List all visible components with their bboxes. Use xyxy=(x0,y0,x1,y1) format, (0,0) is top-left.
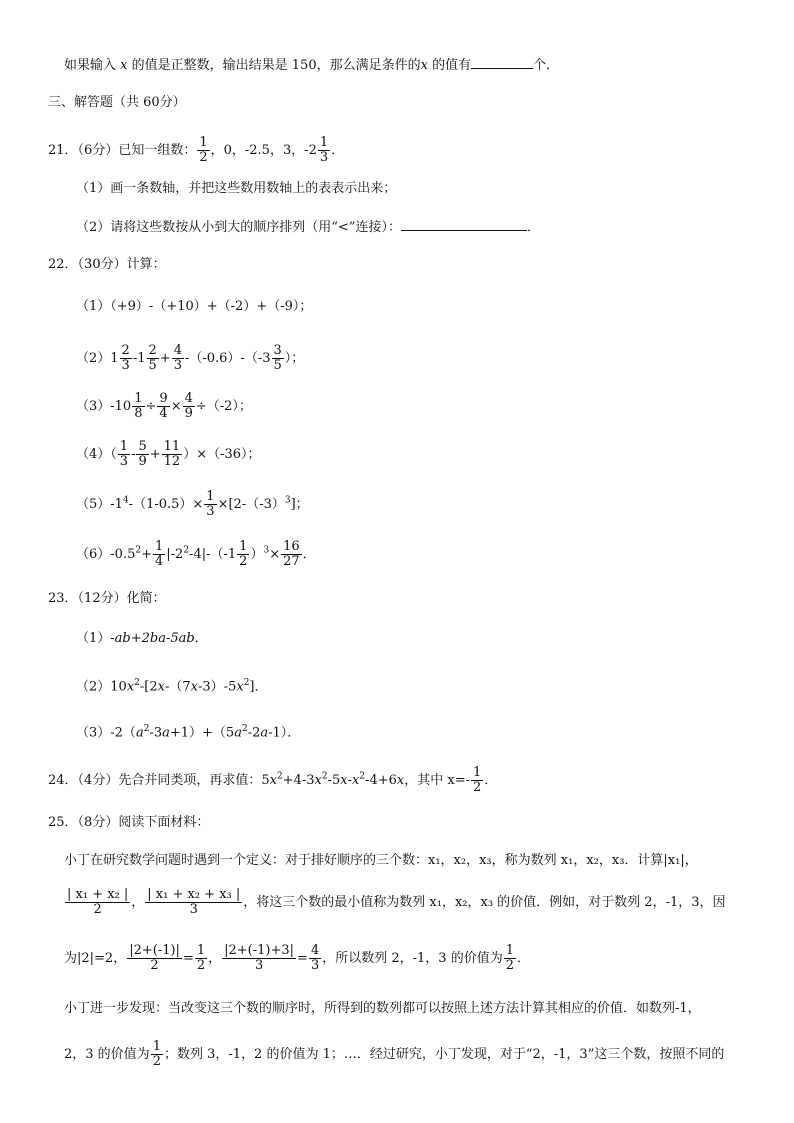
q22-part6: $(6)-0.5^2+$ $\frac{1}{4}$ $|-2^2-4|-(-1$ $\frac{1}{2}$ ）$^3$× $\frac{16}{27}$ ． xyxy=(76,539,316,569)
q21-part1: （1）画一条数轴，并把这些数用数轴上的表表示出来； xyxy=(76,181,397,196)
q22-part2: （2）1 $\frac{2}{3}$ -1 $\frac{2}{5}$ + $\frac{4}{3}$ -（-0.6）-（-3 $\frac{3}{5}$ ）； xyxy=(76,343,305,373)
q25-line1: 小丁在研究数学问题时遇到一个定义：对于排好顺序的三个数：x₁，x₂，x₃，称为数列 x₁，x₂，x₃．计算|x₁|， xyxy=(64,853,698,868)
answer-blank[interactable] xyxy=(471,56,533,69)
question-25: 25．（8分）阅读下面材料： xyxy=(48,815,210,830)
question-24: 24．（4分）先合并同类项，再求值：$5x^2+4-3x^2-5x-x^2-4+6x$，其中 x=- $\frac{1}{2}$ ． xyxy=(48,765,498,795)
answer-blank[interactable] xyxy=(401,218,527,231)
q25-line4: 小丁进一步发现：当改变这三个数的顺序时，所得到的数列都可以按照上述方法计算其相应的价值．如数列-1， xyxy=(64,1001,701,1016)
q23-part1: （1）-ab+2ba-5ab． xyxy=(76,631,208,646)
q21-part2: （2）请将这些数按从小到大的顺序排列（用“<”连接）： ． xyxy=(76,220,540,235)
q22-part1: （1）（+9）-（+10）+（-2）+（-9）； xyxy=(76,299,313,314)
q22-part5: $(5)-1^4-(1-0.5)\times$ $\frac{1}{3}$ $\times[2-(-3)^3]$； xyxy=(76,489,309,519)
q25-line5: 2，3 的价值为 $\frac{1}{2}$ ；数列 3，-1，2 的价值为 1；…．经过研究，小丁发现，对于“2，-1，3”这三个数，按照不同的 xyxy=(64,1039,725,1069)
question-21: 21．（6分）已知一组数： $\frac{1}{2}$ ，0，-2.5，3，-2 $\frac{1}{3}$ ． xyxy=(48,135,345,165)
section-title: 三、解答题（共 60分） xyxy=(48,95,186,110)
question-22: 22．（30分）计算： xyxy=(48,257,166,272)
q22-part3: （3）-10 $\frac{1}{8}$ ÷ $\frac{9}{4}$ × $\frac{4}{9}$ ÷（-2）； xyxy=(76,391,252,421)
q22-part4: （4）（ $\frac{1}{3}$ - $\frac{5}{9}$ + $\frac{11}{12}$ ）×（-36）； xyxy=(76,439,261,469)
q25-line3: 为|2|=2， $\frac{|2+(-1)|}{2}$ = $\frac{1}{2}$ ， $\frac{|2+(-1)+3|}{3}$ = $\frac{4}{3}$ ，所以数列 2，-1，3 的价值为 $\frac{1}{2}$ ． xyxy=(64,943,531,973)
top-line: 如果输入 x 的值是正整数，输出结果是 150，那么满足条件的x 的值有 个． xyxy=(64,58,560,73)
q23-part2: $(2)10x^2-[2x-(7x-3)-5x^2]$． xyxy=(76,678,268,695)
question-23: 23．（12分）化简： xyxy=(48,591,166,606)
q23-part3: $(3)-2(a^2-3a+1)+(5a^2-2a-1)$． xyxy=(76,724,301,741)
q25-line2: $\frac{\text{| x₁ + x₂ |}}{2}$ ， $\frac{\text{| x₁ + x₂ + x₃ |}}{3}$ ，将这三个数的最小值称为数列 x₁，x₂，x₃ 的价值．例如，对于数列 2，-1，3，因 xyxy=(67,887,726,917)
